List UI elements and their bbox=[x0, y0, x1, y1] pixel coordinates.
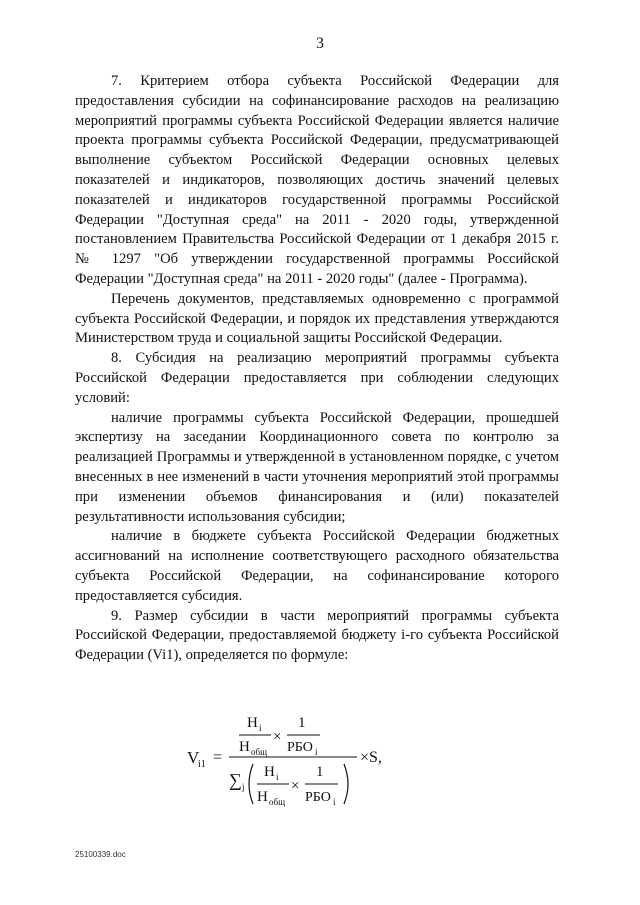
formula-den-h-sub: i bbox=[276, 772, 279, 782]
file-name-label: 25100339.doc bbox=[75, 850, 126, 859]
formula-num-times: × bbox=[273, 729, 282, 745]
paragraph-documents-list: Перечень документов, представляемых одновременно с программой субъекта Российской Федерации, и порядок их представления утверждаются Министерством труда и социальной защиты Российской Федерации. bbox=[75, 290, 559, 347]
formula-graphic bbox=[187, 706, 447, 816]
body-text bbox=[75, 72, 559, 666]
formula-den-one: 1 bbox=[316, 764, 324, 780]
paragraph-subsidy-size: 9. Размер субсидии в части мероприятий программы субъекта Российской Федерации, предоставляемой бюджету i-го субъекта Российской Федерации (Vi1), определяется по формуле: bbox=[75, 607, 559, 664]
formula-num-rbo-sub: i bbox=[315, 747, 318, 757]
formula-den-h: H bbox=[264, 764, 275, 780]
formula-sum-sign: ∑ bbox=[229, 770, 242, 790]
subsidy-formula bbox=[75, 706, 559, 816]
paragraph-criterion: 7. Критерием отбора субъекта Российской Федерации для предоставления субсидии на софинансирование расходов на реализацию мероприятий программы субъекта Российской Федерации является наличие проекта программы субъекта Российской Федерации, предусматривающей выполнение субъектом Российской Федерации основных целевых показателей и индикаторов, позволяющих достичь значений целевых показателей и индикаторов государственной программы Российской Федерации "Доступная среда" на 2011 - 2020 годы, утвержденной постановлением Правительства Российской Федерации от 1 декабря 2015 г. № 1297 "Об утверждении государственной программы Российской Федерации "Доступная среда" на 2011 - 2020 годы" (далее - Программа). bbox=[75, 73, 559, 287]
formula-num-h-sub: i bbox=[259, 723, 262, 733]
formula-num-one: 1 bbox=[298, 715, 306, 731]
paragraph-subsidy-conditions: 8. Субсидия на реализацию мероприятий программы субъекта Российской Федерации предоставляется при соблюдении следующих условий: bbox=[75, 350, 559, 406]
formula-tail: ×S, bbox=[360, 749, 382, 766]
paragraph-condition-budget: наличие в бюджете субъекта Российской Федерации бюджетных ассигнований на исполнение соответствующего расходного обязательства субъекта Российской Федерации, на софинансирование которого предоставляется субсидия. bbox=[75, 528, 559, 604]
formula-den-rbo: РБО bbox=[305, 790, 331, 805]
formula-left-paren bbox=[249, 764, 253, 804]
formula-den-rbo-sub: i bbox=[333, 797, 336, 807]
formula-lhs-subscript: i1 bbox=[198, 759, 206, 770]
page-number: 3 bbox=[316, 35, 324, 52]
formula-right-paren bbox=[344, 764, 348, 804]
formula-den-h-total: H bbox=[257, 789, 268, 805]
formula-den-times: × bbox=[291, 778, 300, 794]
formula-num-h: H bbox=[247, 715, 258, 731]
formula-lhs: V bbox=[187, 748, 200, 767]
formula-equals: = bbox=[213, 749, 223, 766]
paragraph-condition-program: наличие программы субъекта Российской Федерации, прошедшей экспертизу на заседании Координационного совета по контролю за реализацией Программы и утвержденной в установленном порядке, с учетом внесенных в нее изменений в части уточнения мероприятий этой программы при изменении объемов финансирования и (или) показателей результативности использования субсидии; bbox=[75, 409, 559, 525]
formula-num-h-total-sub: общ bbox=[251, 747, 268, 757]
formula-den-h-total-sub: общ bbox=[269, 797, 286, 807]
formula-num-h-total: H bbox=[239, 739, 250, 755]
formula-sum-sub: j bbox=[242, 782, 245, 792]
formula-num-rbo: РБО bbox=[287, 740, 313, 755]
